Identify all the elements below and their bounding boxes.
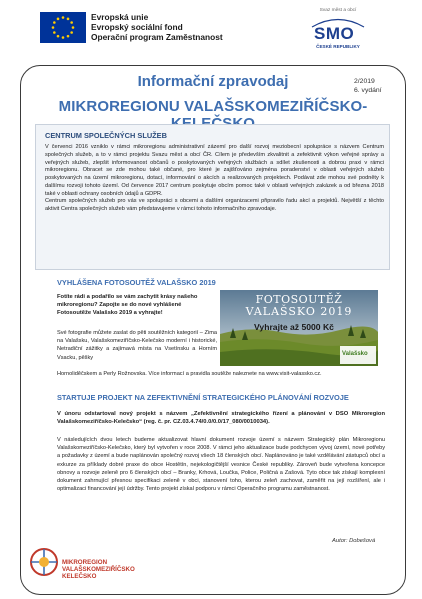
issue-number: 2/2019 <box>354 78 375 85</box>
photo-contest-lead: Fotíte rádi a podařilo se vám zachytit krásy našeho mikroregionu? Zapojte se do nové vyhlášené Fotosoutěže Valašsko 2019 a vyhrajte! <box>57 294 198 317</box>
smo-logo <box>306 8 370 52</box>
issue-info <box>354 77 382 95</box>
smo-name: SMO <box>314 24 355 43</box>
issue-edition: 6. vydání <box>354 87 382 94</box>
eu-program-text <box>91 12 223 42</box>
center-services-heading: CENTRUM SPOLEČNÝCH SLUŽEB <box>45 131 167 140</box>
eu-star <box>70 31 73 34</box>
region-emblem-icon <box>28 540 62 586</box>
region-name <box>62 560 135 580</box>
author-credit: Autor: Dobešová <box>332 538 376 544</box>
eu-line-1: Evropská unie <box>91 12 149 22</box>
newsletter-subtitle: MIKROREGIONU VALAŠSKOMEZIŘÍČSKO- <box>58 98 368 115</box>
eu-star <box>67 18 70 21</box>
eu-star <box>70 21 73 24</box>
eu-star <box>67 35 70 38</box>
eu-star <box>72 26 75 29</box>
eu-star <box>57 18 60 21</box>
eu-star <box>62 16 65 19</box>
document-header <box>0 0 422 62</box>
smo-tagline: Svaz měst a obcí <box>319 8 357 13</box>
eu-flag-icon <box>40 12 86 43</box>
project-lead: V únoru odstartoval nový projekt s názvem „Zefektivnění strategického řízení a plánování v DSO Mikroregion Valašskomeziříčsko-Kelečsko“ (reg. č. pr. CZ.03.4.74/0.0/0.0/17_080/0010034). <box>57 411 385 426</box>
project-heading: STARTUJE PROJEKT NA ZEFEKTIVNĚNÍ STRATEGICKÉHO PLÁNOVÁNÍ ROZVOJE <box>57 393 349 402</box>
photo-contest-body-tail: Hornoliděčskem a Perly Rožnovska. Více informací a pravidla soutěže naleznete na www.visit-valassko.cz. <box>57 371 322 377</box>
valassko-brand-logo: Valašsko <box>342 351 368 357</box>
smo-country: ČESKÉ REPUBLIKY <box>316 44 360 49</box>
newsletter-title: Informační zpravodaj <box>137 73 289 90</box>
promo-title-line-1: FOTOSOUTĚŽ <box>255 293 343 306</box>
region-line-1: MIKROREGION <box>62 559 108 566</box>
region-line-2: VALAŠSKOMEZIŘÍČSKO <box>62 565 135 573</box>
eu-star <box>53 31 56 34</box>
eu-star <box>62 36 65 39</box>
photo-contest-body: Své fotografie můžete zaslat do pěti soutěžních kategorií – Zima na Valašsku, Valašskomeziříčsko-Kelečsko moderní i historické, Netradiční zážitky a zajímavá místa na Vsetínsku a Horním Vsacku, pěšky <box>57 330 217 361</box>
region-line-3: KELEČSKO <box>62 572 97 580</box>
photo-contest-heading: VYHLÁŠENA FOTOSOUTĚŽ VALAŠSKO 2019 <box>57 278 216 287</box>
eu-star <box>52 26 55 29</box>
center-services-body <box>45 144 384 214</box>
eu-line-3: Operační program Zaměstnanost <box>91 32 223 42</box>
eu-star <box>57 35 60 38</box>
mikroregion-logo <box>28 540 148 590</box>
eu-star <box>53 21 56 24</box>
promo-prize: Vyhrajte až 5000 Kč <box>254 322 334 332</box>
photo-contest-banner <box>220 290 378 366</box>
promo-title-line-2: VALAŠSKO 2019 <box>245 305 353 318</box>
project-body: V následujících dvou letech budeme aktualizovat hlavní dokument rozvoje území s názvem Strategický plán Mikroregionu Valašskomeziříčsko-Kelečsko, který byl vytvořen v roce 2008. V rámci jeho aktualizace bude podchycen vývoj území, nové potřeby a požadavky z území a bude naplánován společný rozvoj všech 18 členských obcí. Naplánováno je také vzdělávání zástupců obcí a exkurze za příklady dobré praxe do obce Hostětín, nejekologičtější vesnice České republiky. Zároveň bude vytvořena koncepce obnovy a rozvoje zeleně pro 6 členských obcí – Branky, Krhová, Loučka, Police, Poličná a Zašová. Tyto obce tak získají komplexní dokument zahrnující přesnou specifikaci zeleně v obci, stanovení toho, kterou zeleň zachovat, zaměřit na její rozšíření, ale i optimalizaci financování její údržby. Tento projekt získal podporu v rámci Operačního programu zaměstnanost. <box>57 437 385 493</box>
center-services-box <box>35 124 390 270</box>
center-services-paragraph-1: V červenci 2016 vzniklo v rámci mikroregionu administrativní zázemí pro další rozvoj meziobecní spolupráce s názvem Centrum společných služeb, a to v rámci projektu Svazu měst a obcí ČR. Cílem je především zkvalitnit a zefektivnit výkon veřejné správy a veřejných služeb, zlepšit informovanost občanů o poskytovaných veřejných službách a sdílet zkušenosti a dobrou praxi v rámci mikroregionu. Obracet se zde mohou také občané, pro které je zajišťováno zejména poradenství v oblasti veřejných služeb poskytovaných na území mikroregionu, dotací, informování o akcích a realizovaných projektech. Podávat zde mohou své podněty k dalšímu rozvoji tohoto území. Od července 2017 centrum poskytuje obcím pomoc také v oblasti veřejných zakázek a od března 2018 také v oblasti ochrany osobních údajů a GDPR. <box>45 144 384 197</box>
center-services-paragraph-2: Centrum společných služeb pro vás ve spolupráci s obcemi a dalšími organizacemi připravilo řadu akcí a projektů. Největší z těchto aktivit Centra společných služeb vám představujeme v rámci tohoto informačního zpravodaje. <box>45 198 384 212</box>
eu-line-2: Evropský sociální fond <box>91 22 183 32</box>
